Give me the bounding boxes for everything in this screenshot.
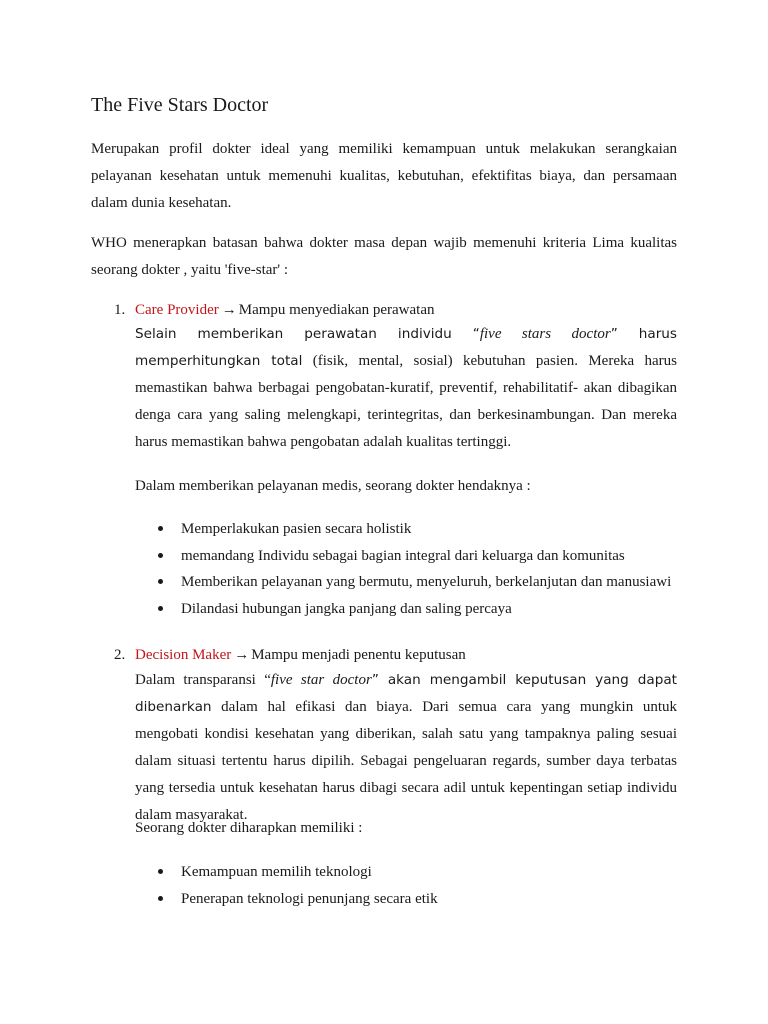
- who-paragraph: WHO menerapkan batasan bahwa dokter masa depan wajib memenuhi kriteria Lima kualitas seorang dokter , yaitu 'five-star' :: [91, 235, 677, 278]
- section-1-subparagraph: Dalam memberikan pelayanan medis, seorang dokter hendaknya :: [135, 478, 531, 494]
- section-2-text-c: dalam hal efikasi dan biaya. Dari semua cara yang mungkin untuk mengobati kondisi kesehatan yang diberikan, salah satu yang tampaknya paling sesuai dalam situasi tertentu harus dipilih. Sebagai pengeluaran regards, sumber daya terbatas yang tersedia untuk kesehatan harus dibagi secara adil untuk kepentingan setiap individu dalam masyarakat.: [135, 699, 677, 823]
- list-item-text: Memperlakukan pasien secara holistik: [181, 521, 412, 537]
- section-2-bullet-list: [155, 862, 438, 915]
- document-title: The Five Stars Doctor: [91, 94, 269, 116]
- section-2-paragraph: [135, 667, 677, 829]
- bullet-icon: [158, 579, 163, 584]
- bullet-icon: [158, 896, 163, 901]
- bullet-icon: [158, 553, 163, 558]
- bullet-icon: [158, 869, 163, 874]
- arrow-icon: →: [221, 302, 237, 318]
- list-item: [155, 862, 438, 889]
- list-item-text: Kemampuan memilih teknologi: [181, 864, 372, 880]
- list-item: [155, 572, 671, 599]
- bullet-icon: [158, 606, 163, 611]
- section-1-number: 1.: [114, 302, 126, 318]
- section-1-text-b: ” harus memperhitungkan total: [135, 326, 677, 369]
- section-1-text-c: (fisik, mental, sosial) kebutuhan pasien. Mereka harus memastikan bahwa berbagai pengobatan-kuratif, preventif, rehabilitatif- akan dibagikan denga cara yang saling melengkapi, terintegritas, dan berkesinambungan. Dan mereka harus memastikan bahwa pengobatan adalah kualitas tertinggi.: [135, 353, 677, 450]
- section-1-emphasis: five stars doctor: [479, 326, 611, 342]
- list-item-text: Dilandasi hubungan jangka panjang dan saling percaya: [181, 600, 512, 617]
- list-item: [155, 519, 671, 546]
- list-item-text: Memberikan pelayanan yang bermutu, menyeluruh, berkelanjutan dan manusiawi: [181, 574, 672, 590]
- list-item-text: memandang Individu sebagai bagian integral dari keluarga dan komunitas: [181, 547, 625, 564]
- section-2-role: Decision Maker: [135, 647, 232, 663]
- section-2-text-b: ” akan mengambil keputusan yang dapat dibenarkan: [135, 672, 678, 715]
- list-item: [155, 546, 671, 573]
- section-2-emphasis: five star doctor: [270, 672, 372, 688]
- arrow-icon: →: [234, 647, 250, 663]
- section-1-text-a: Selain memberikan perawatan individu “: [135, 326, 480, 342]
- list-item: [155, 599, 671, 626]
- section-2-text-a: Dalam transparansi “: [135, 672, 271, 688]
- bullet-icon: [158, 526, 163, 531]
- section-2-number: 2.: [114, 647, 126, 663]
- list-item: [155, 889, 438, 916]
- section-1-paragraph: [135, 321, 677, 456]
- section-1-title: Mampu menyediakan perawatan: [238, 302, 435, 318]
- section-1-bullet-list: [155, 519, 671, 625]
- section-2-subparagraph: Seorang dokter diharapkan memiliki :: [135, 820, 363, 836]
- intro-paragraph: Merupakan profil dokter ideal yang memiliki kemampuan untuk melakukan serangkaian pelayanan kesehatan untuk memenuhi kualitas, kebutuhan, efektifitas biaya, dan persamaan dalam dunia kesehatan.: [91, 141, 677, 211]
- section-1-role: Care Provider: [135, 302, 219, 318]
- list-item-text: Penerapan teknologi penunjang secara etik: [181, 890, 438, 907]
- section-1-heading: [135, 300, 435, 320]
- section-2-title: Mampu menjadi penentu keputusan: [251, 647, 466, 663]
- section-2-heading: [135, 645, 466, 665]
